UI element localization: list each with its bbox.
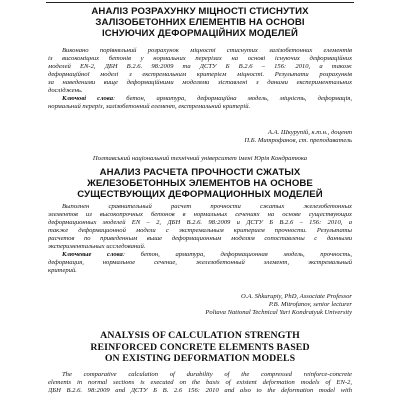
- ua-keywords: [48, 95, 352, 103]
- ru-title-line: СУЩЕСТВУЮЩИХ ДЕФОРМАЦИОННЫХ МОДЕЛЕЙ: [77, 189, 323, 201]
- ua-abstract-line: із високоміцних бетонів у нормальних перерізах на основі існуючих деформаційних: [48, 55, 352, 63]
- ua-keywords-line: нормальний переріз, залізобетонний елемент, екстремальний критерій.: [48, 103, 251, 111]
- ru-title-line: АНАЛИЗ РАСЧЕТА ПРОЧНОСТИ СЖАТЫХ: [99, 167, 301, 178]
- en-abstract-line: ДБН В.2.6. 98:2009 and ДСТУ Б В. 2.6 156: 2010 and also to the deformation model with: [48, 387, 352, 395]
- ru-keywords-line: критерий.: [48, 267, 77, 275]
- ru-keywords-line: деформация, нормальное сечение, железобетонный элемент, экстремальный: [48, 259, 352, 267]
- ua-abstract-line: моделей EN-2, ДБН В.2.6. 98:2009 та ДСТУ Б В.2.6 – 156: 2010, а також: [48, 63, 352, 71]
- ua-abstract-line: деформаційної моделі з екстремальним критерієм міцності. Результати розрахунків: [48, 71, 352, 79]
- ru-title: [40, 167, 360, 201]
- ua-affiliation: Полтавський національний технічний університет імені Юрія Кондратюка: [92, 155, 308, 162]
- en-title-line: REINFORCED CONCRETE ELEMENTS BASED: [90, 341, 310, 353]
- ru-abstract-line: Выполнен сравнительный расчет прочности сжатых железобетонных: [62, 203, 352, 210]
- ua-title-line: ІСНУЮЧИХ ДЕФОРМАЦІЙНИХ МОДЕЛЕЙ: [101, 28, 299, 40]
- ua-title-line: ЗАЛІЗОБЕТОННИХ ЕЛЕМЕНТІВ НА ОСНОВІ: [95, 17, 305, 29]
- ua-abstract-line: Виконано порівняльний розрахунок міцності стиснутих залізобетонних елементів: [62, 47, 352, 54]
- ua-author: П.Б. Митрофанов, ст. преподаватель: [244, 137, 352, 145]
- ru-author: P.B. Mitrofanov, senior lecturer: [268, 301, 352, 309]
- ru-authors: [205, 293, 352, 317]
- ru-title-line: ЖЕЛЕЗОБЕТОННЫХ ЭЛЕМЕНТОВ НА ОСНОВЕ: [87, 178, 313, 190]
- ru-abstract-line: расчетов по приведенным выше деформационным моделям сопоставлены с данными: [48, 235, 352, 243]
- en-abstract-line: elements in normal sections is executed on the basis of existent deformation models of EN-2,: [48, 379, 352, 387]
- ua-keywords-text: : бетон, арматура, деформаційна модель, міцність, деформація,: [113, 95, 352, 103]
- ru-keywords-text: : бетон, арматура, деформационная модель, прочность,: [122, 251, 352, 259]
- en-title-line: ON EXISTING DEFORMATION MODELS: [104, 353, 296, 365]
- ru-abstract: [48, 203, 352, 275]
- ua-author: А.А. Шкурупій, к.т.н., доцент: [267, 129, 352, 136]
- en-abstract: [48, 371, 352, 395]
- ua-abstract-line: за наведеними вище деформаційними моделями зіставлені з даними експериментальних: [48, 79, 352, 87]
- ru-abstract-line: экспериментальных исследований.: [48, 243, 146, 251]
- ru-keywords: [48, 251, 352, 259]
- ua-title: [40, 6, 360, 40]
- ua-abstract-line: досліджень.: [48, 87, 83, 95]
- en-abstract-line: The comparative calculation of durability of the compressed reinforce-concrete: [62, 371, 352, 378]
- ru-affiliation: Poltava National Technical Yuri Kondratyuk University: [205, 309, 352, 317]
- ru-keywords-label: Ключевые слова: [62, 251, 123, 259]
- ru-abstract-line: элементов из высокопрочных бетонов в нормальных сечениях на основе существующих: [48, 211, 352, 219]
- ru-abstract-line: деформационных моделей EN – 2, ДБН В.2.6. 98:2009 и ДСТУ Б В.2.6 – 156: 2010, а: [48, 219, 352, 227]
- en-title: [40, 330, 360, 365]
- ua-keywords-label: Ключові слова: [62, 95, 113, 103]
- ua-abstract: [48, 47, 352, 111]
- top-rule: [46, 2, 354, 3]
- ua-title-line: АНАЛІЗ РОЗРАХУНКУ МІЦНОСТІ СТИСНУТИХ: [91, 6, 309, 17]
- ua-authors: [244, 129, 352, 145]
- ru-abstract-line: также деформационной модели с экстремальным критерием прочности. Результаты: [48, 227, 352, 235]
- ru-author: О.А. Shkurupiy, PhD, Associate Professor: [241, 293, 352, 300]
- en-title-line: ANALYSIS OF CALCULATION STRENGTH: [100, 330, 300, 341]
